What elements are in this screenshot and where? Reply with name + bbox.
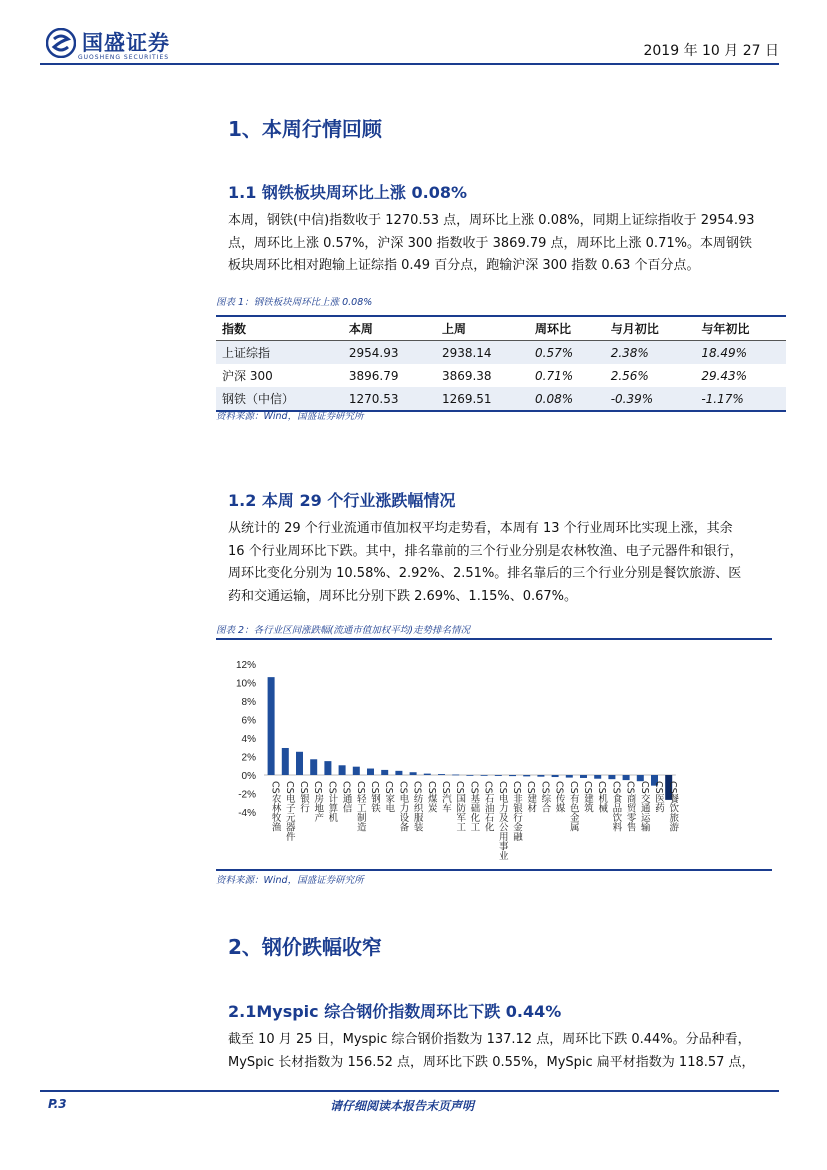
paragraph-line: 本周，钢铁(中信)指数收于 1270.53 点，周环比上涨 0.08%，同期上证综指收于 2954.93 xyxy=(228,213,755,228)
x-tick-label: CS传媒 xyxy=(553,781,565,813)
chart-bar xyxy=(324,761,331,775)
table-cell: 2938.14 xyxy=(436,341,529,365)
table-caption: 图表 1：钢铁板块周环比上涨 0.08% xyxy=(216,297,373,308)
paragraph-line: 周环比变化分别为 10.58%、2.92%、2.51%。排名靠后的三个行业分别是餐饮旅游、医 xyxy=(228,566,742,581)
table-cell: 1270.53 xyxy=(343,387,436,411)
chart-bar xyxy=(282,748,289,775)
chart-bar xyxy=(495,775,502,776)
table-header-row xyxy=(216,316,786,341)
table-header: 上周 xyxy=(436,316,529,341)
y-tick-label: 2% xyxy=(241,752,256,764)
paragraph-line: 板块周环比相对跑输上证综指 0.49 百分点，跑输沪深 300 指数 0.63 个百分点。 xyxy=(228,258,700,273)
chart-bar xyxy=(310,759,317,775)
chart-caption: 图表 2：各行业区间涨跌幅(流通市值加权平均)走势排名情况 xyxy=(216,625,470,636)
y-tick-label: 4% xyxy=(241,734,256,745)
x-tick-label: CS基础化工 xyxy=(468,781,480,832)
section-1-1-body xyxy=(228,210,784,278)
chart-bar xyxy=(523,775,530,776)
page-number: P.3 xyxy=(48,1097,67,1111)
section-1-2-body xyxy=(228,518,784,608)
x-tick-label: CS电力设备 xyxy=(397,781,409,832)
x-tick-label: CS计算机 xyxy=(326,781,338,823)
table-cell: -1.17% xyxy=(695,387,786,411)
chart-bar xyxy=(580,775,587,778)
table-cell: 18.49% xyxy=(695,341,786,365)
table-cell: 2954.93 xyxy=(343,341,436,365)
y-tick-label: 6% xyxy=(241,715,256,727)
section-2-1-title: 2.1Myspic 综合钢价指数周环比下跌 0.44% xyxy=(228,1002,562,1021)
x-tick-label: CS房地产 xyxy=(312,781,324,823)
table-cell: 0.57% xyxy=(529,341,605,365)
table-header: 与月初比 xyxy=(605,316,696,341)
x-tick-label: CS商贸零售 xyxy=(624,781,636,832)
index-table xyxy=(216,315,786,412)
chart-bar xyxy=(268,677,275,775)
chart-source: 资料来源：Wind，国盛证券研究所 xyxy=(216,875,364,886)
x-tick-label: CS餐饮旅游 xyxy=(667,781,679,832)
chart-bar xyxy=(466,775,473,776)
x-tick-label: CS纺织服装 xyxy=(411,781,423,832)
table-source: 资料来源：Wind，国盛证券研究所 xyxy=(216,411,364,422)
table-cell: 1269.51 xyxy=(436,387,529,411)
chart-bar xyxy=(452,775,459,776)
x-tick-label: CS食品饮料 xyxy=(610,781,622,832)
x-tick-label: CS医药 xyxy=(653,781,664,813)
chart-bar xyxy=(481,775,488,776)
chart-bottom-rule xyxy=(216,869,772,871)
table-cell: -0.39% xyxy=(605,387,696,411)
chart-bar xyxy=(424,774,431,775)
footer-rule xyxy=(40,1090,779,1092)
section-1-title: 1、本周行情回顾 xyxy=(228,117,382,141)
x-tick-label: CS煤炭 xyxy=(425,781,437,813)
table-row xyxy=(216,364,786,387)
table-header: 与年初比 xyxy=(695,316,786,341)
x-tick-label: CS家电 xyxy=(383,781,395,813)
table-header: 指数 xyxy=(216,316,343,341)
x-tick-label: CS电力及公用事业 xyxy=(496,781,508,861)
x-tick-label: CS银行 xyxy=(298,781,309,813)
brand-name: 国盛证券 xyxy=(82,31,170,55)
brand-name-en: GUOSHENG SECURITIES xyxy=(78,54,170,61)
y-tick-label: 8% xyxy=(241,697,256,708)
paragraph-line: 截至 10 月 25 日，Myspic 综合钢价指数为 137.12 点，周环比下跌 0.44%。分品种看， xyxy=(228,1032,751,1047)
paragraph-line: 点，周环比上涨 0.57%，沪深 300 指数收于 3869.79 点，周环比上涨 0.71%。本周钢铁 xyxy=(228,235,752,251)
section-1-2-title: 1.2 本周 29 个行业涨跌幅情况 xyxy=(228,491,456,510)
y-tick-label: -2% xyxy=(238,789,256,801)
table-cell: 2.56% xyxy=(610,368,649,383)
y-tick-label: 12% xyxy=(235,660,256,671)
table-cell: 29.43% xyxy=(701,368,748,383)
x-tick-label: CS交通运输 xyxy=(638,781,650,832)
chart-bar xyxy=(367,769,374,775)
table-header: 本周 xyxy=(343,316,436,341)
table-header: 周环比 xyxy=(529,316,605,341)
x-tick-label: CS钢铁 xyxy=(369,781,380,813)
x-tick-label: CS国防军工 xyxy=(454,781,466,832)
y-tick-label: 10% xyxy=(235,678,256,690)
chart-bar xyxy=(623,775,630,780)
x-tick-label: CS通信 xyxy=(340,781,352,813)
logo-icon xyxy=(46,28,76,58)
table-cell: 钢铁（中信） xyxy=(216,387,343,411)
x-tick-label: CS石油石化 xyxy=(482,781,494,832)
table-cell: 2.38% xyxy=(605,341,696,365)
paragraph-line: 16 个行业周环比下跌。其中，排名靠前的三个行业分别是农林牧渔、电子元器件和银行， xyxy=(228,543,743,559)
chart-bar xyxy=(438,774,445,775)
chart-bar xyxy=(381,770,388,775)
chart-bar xyxy=(339,765,346,775)
x-tick-label: CS轻工制造 xyxy=(354,781,366,832)
table-cell: 3896.79 xyxy=(348,368,399,383)
paragraph-line: MySpic 长材指数为 156.52 点，周环比下跌 0.55%，MySpic 扁平材指数为 118.57 点， xyxy=(228,1054,755,1070)
table-row xyxy=(216,341,786,365)
chart-top-rule xyxy=(216,638,772,640)
table-cell: 3869.38 xyxy=(441,368,492,383)
section-2-1-body xyxy=(228,1029,784,1074)
y-tick-label: 0% xyxy=(241,771,256,782)
x-tick-label: CS机械 xyxy=(596,781,608,813)
chart-bar xyxy=(608,775,615,779)
x-tick-label: CS建材 xyxy=(525,781,537,813)
section-1-1-title: 1.1 钢铁板块周环比上涨 0.08% xyxy=(228,183,467,202)
x-tick-label: CS非银行金融 xyxy=(511,781,522,842)
chart-bar xyxy=(509,775,516,776)
paragraph-line: 从统计的 29 个行业流通市值加权平均走势看，本周有 13 个行业周环比实现上涨，其余 xyxy=(228,521,733,536)
x-tick-label: CS电子元器件 xyxy=(283,781,295,842)
y-tick-label: -4% xyxy=(238,808,256,819)
table-cell: 0.08% xyxy=(529,387,605,411)
chart-bar xyxy=(566,775,573,778)
x-tick-label: CS有色金属 xyxy=(567,781,579,832)
report-date: 2019 年 10 月 27 日 xyxy=(643,43,779,59)
chart-bar xyxy=(410,772,417,775)
x-tick-label: CS农林牧渔 xyxy=(269,781,281,832)
table-cell: 沪深 300 xyxy=(222,369,273,383)
header-rule xyxy=(40,63,779,65)
table-cell: 上证综指 xyxy=(216,341,343,365)
chart-bar xyxy=(594,775,601,779)
footer-disclaimer: 请仔细阅读本报告末页声明 xyxy=(330,1099,475,1113)
x-tick-label: CS汽车 xyxy=(440,781,451,813)
x-tick-label: CS建筑 xyxy=(582,781,593,813)
paragraph-line: 药和交通运输，周环比分别下跌 2.69%、1.15%、0.67%。 xyxy=(228,588,578,604)
chart-bar xyxy=(353,767,360,775)
x-tick-label: CS综合 xyxy=(539,781,551,813)
table-cell: 0.71% xyxy=(535,368,574,383)
chart-bar xyxy=(537,775,544,777)
section-2-title: 2、钢价跌幅收窄 xyxy=(228,935,382,959)
chart-bar xyxy=(552,775,559,777)
chart-bar xyxy=(395,771,402,775)
chart-bar xyxy=(296,752,303,775)
industry-change-chart xyxy=(216,650,772,865)
